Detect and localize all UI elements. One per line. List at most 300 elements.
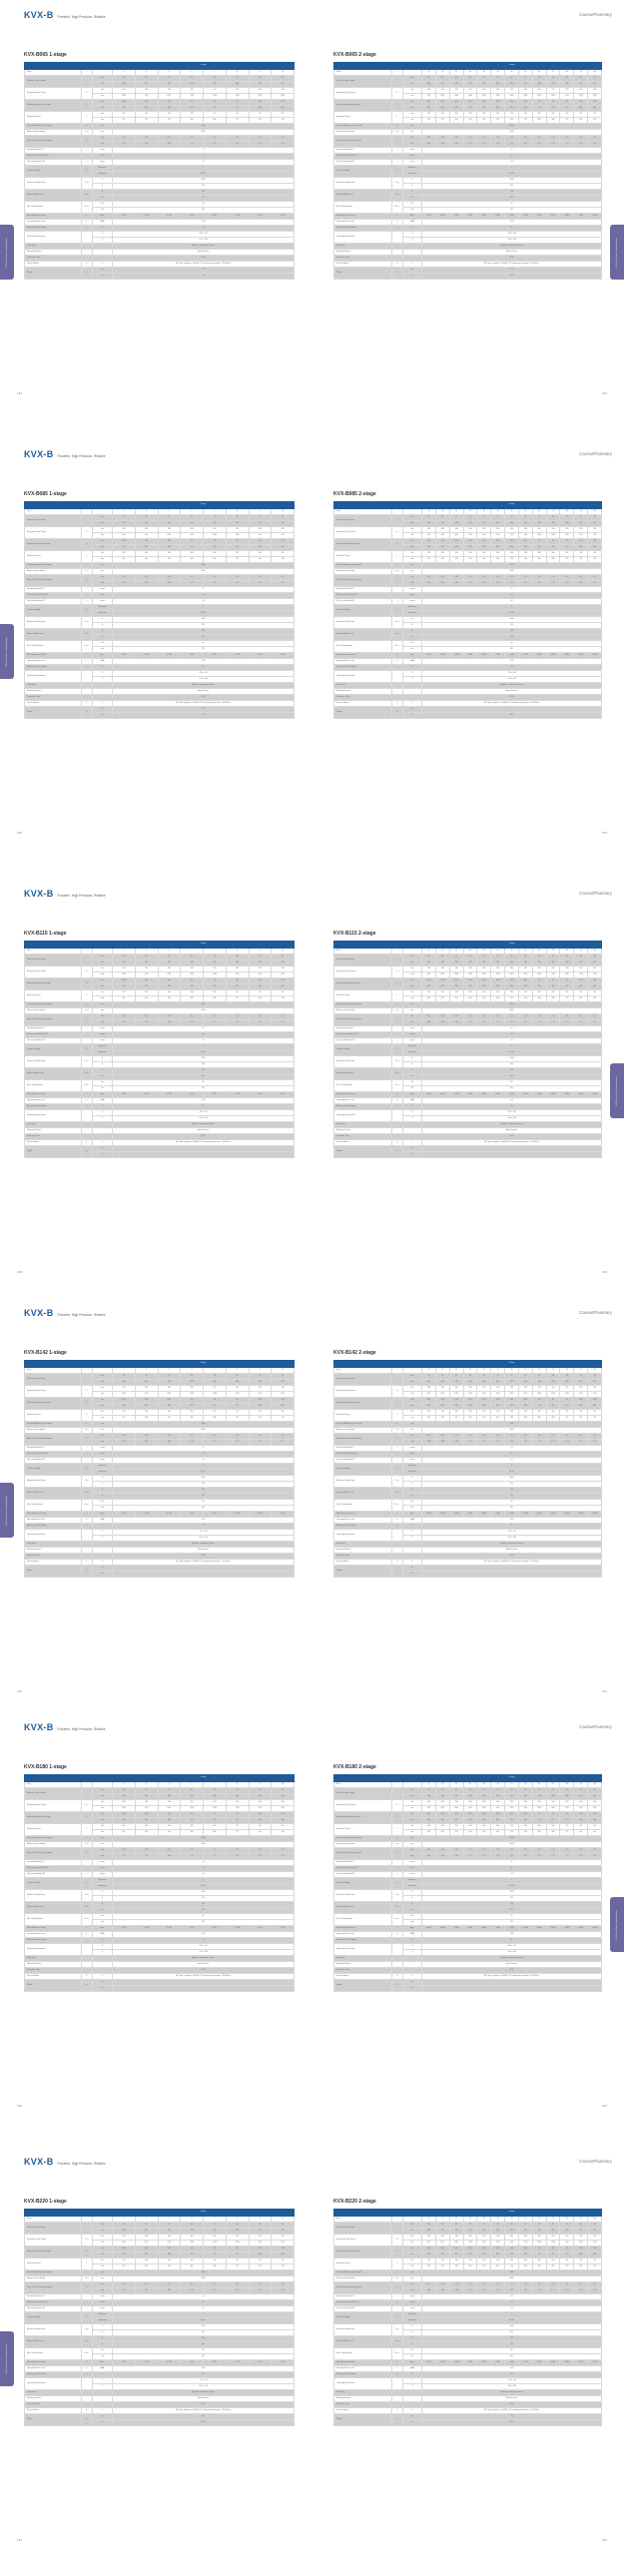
row-unit: kgcm² (403, 213, 422, 219)
row-symbol: m (392, 267, 403, 279)
value-cell: 41 (249, 2222, 272, 2228)
row-symbol: i (392, 1367, 403, 1373)
value-cell: 113 (422, 1823, 436, 1829)
row-unit: lb (403, 1895, 422, 1901)
value-cell: 57 (449, 954, 463, 960)
row-label: Emergency Stop Torque (25, 966, 82, 977)
value-cell: 797 (560, 1415, 574, 1421)
value-cell: 56 (422, 1787, 436, 1793)
weight-lb-cell (422, 1571, 602, 1577)
row-symbol: i (82, 1367, 93, 1373)
value-cell: 0.130 (249, 2359, 272, 2365)
value-cell: 0.2 (249, 1433, 272, 1439)
value-cell: 42 (588, 954, 602, 960)
row-unit: lb (403, 2341, 422, 2347)
value-cell: 180 (449, 87, 463, 93)
value-cell: 398 (226, 520, 249, 526)
row-symbol: n₁ (392, 1001, 403, 1007)
value-cell: 885 (181, 2263, 204, 2269)
value-cell: 1.77 (518, 1853, 532, 1859)
value-cell: 100 (546, 989, 560, 995)
value-cell: 1113 (588, 532, 602, 538)
value-cell: 93.6 (491, 538, 505, 544)
row-symbol (82, 231, 93, 243)
value-cell: 829 (422, 544, 436, 550)
value-cell: 0.25 (113, 1847, 136, 1853)
merged-value-cell: Synthetic Lubrication Grease (422, 2389, 602, 2395)
row-label: Mass Moment of Inertia (25, 213, 82, 219)
row-label: Mounting Position (334, 1547, 392, 1553)
value-cell: 1561 (435, 1805, 449, 1811)
value-cell: 0.2 (272, 1013, 295, 1019)
row-unit: lb (403, 712, 422, 718)
merged-value-cell: 1000 (113, 1055, 295, 1061)
row-unit: Nm (93, 977, 113, 983)
merged-value-cell: Any Direction (113, 688, 295, 694)
merged-value-cell: ≤5 (422, 1451, 602, 1457)
value-cell: 1328 (532, 532, 546, 538)
row-label: Emergency Stop Torque (25, 526, 82, 538)
value-cell: 0.064 (560, 1925, 574, 1931)
value-cell: 1.86 (158, 2287, 181, 2293)
value-cell: 1328 (204, 2240, 227, 2246)
value-cell: 0.064 (505, 1925, 519, 1931)
value-cell: 920 (449, 556, 463, 562)
value-cell: 2.21 (135, 141, 158, 147)
value-cell: 45 (560, 514, 574, 520)
value-cell: 90 (181, 977, 204, 983)
row-label: Ultra Low Backlash P0 (334, 1871, 392, 1877)
value-cell: 180 (435, 87, 449, 93)
merged-value-cell: 7 (113, 165, 295, 171)
row-symbol: j (82, 1457, 93, 1463)
merged-value-cell: Synthetic Lubrication Grease (422, 1121, 602, 1127)
value-cell: 90 (546, 2246, 560, 2252)
row-unit: in.lb (403, 117, 422, 123)
value-cell: 51 (518, 954, 532, 960)
value-cell: 372 (574, 520, 588, 526)
row-symbol: M₂ₖₘₐₓ (82, 1079, 93, 1091)
value-cell: 1.77 (463, 2287, 477, 2293)
row-symbol: F₂ₐₘₐₓ (82, 628, 93, 640)
value-cell: 920 (158, 1829, 181, 1835)
value-cell: 829 (491, 983, 505, 989)
row-unit: N (403, 1475, 422, 1481)
row-label: Ratio (25, 69, 82, 75)
row-unit: Nm (93, 2347, 113, 2353)
row-unit: °C (93, 1529, 113, 1535)
value-cell: 885 (181, 117, 204, 123)
value-cell: 130 (272, 2234, 295, 2240)
row-unit: lb (93, 1571, 113, 1577)
value-cell: 1561 (491, 1391, 505, 1397)
row-unit: arcmin (93, 1031, 113, 1037)
row-unit: in.lb (93, 1019, 113, 1025)
row-label: Mean No Load Running Torque (25, 1013, 82, 1025)
value-cell: 1.77 (560, 580, 574, 586)
row-unit: arcmin (93, 1859, 113, 1865)
value-cell: 433 (181, 960, 204, 966)
value-cell: 0.2 (226, 2281, 249, 2287)
row-symbol: n₁ (82, 1835, 93, 1841)
value-cell: 1.77 (204, 1019, 227, 1025)
value-cell: 1328 (181, 532, 204, 538)
value-cell: 744 (588, 1415, 602, 1421)
value-cell: 0.130 (135, 2359, 158, 2365)
merged-value-cell: 1000 (113, 177, 295, 183)
value-cell: 135 (226, 1799, 249, 1805)
row-label: Maximum Axial Load (334, 1067, 392, 1079)
row-unit: in.lb (403, 2252, 422, 2257)
value-cell: 1561 (518, 2240, 532, 2246)
value-cell: 830 (158, 983, 181, 989)
value-cell: 0.2 (249, 135, 272, 141)
stage-header: 2-stage (422, 63, 602, 70)
row-unit: arcmin (403, 1037, 422, 1043)
merged-value-cell: 1000 (113, 616, 295, 622)
value-cell: 100 (532, 111, 546, 117)
value-cell: 1561 (491, 532, 505, 538)
value-cell: 885 (204, 1415, 227, 1421)
row-label: Lubrication (334, 682, 392, 688)
value-cell: 93.6 (422, 1397, 436, 1403)
value-cell: 0.130 (204, 2359, 227, 2365)
value-cell: 104 (518, 1409, 532, 1415)
value-cell: 2.21 (135, 1439, 158, 1445)
row-label: Service lifetime (25, 1973, 82, 1979)
ratio-cell: 30 (463, 1367, 477, 1373)
merged-value-cell: 9000 (113, 568, 295, 574)
merged-value-cell: 7 (422, 2311, 602, 2317)
merged-value-cell: 95 (113, 1937, 295, 1943)
spec-table-2-stage (333, 501, 602, 719)
value-cell: 104 (505, 111, 519, 117)
row-symbol: j (82, 586, 93, 592)
value-cell: 84 (588, 111, 602, 117)
row-unit: kgcm² (403, 1925, 422, 1931)
value-cell: 93.6 (518, 99, 532, 105)
merged-value-cell: S5 Cycle Operation: >30,000 | S1 Continuous Operation: >15,000 hrs (422, 700, 602, 706)
value-cell: 70.8 (249, 1811, 272, 1817)
value-cell: 0.064 (491, 1925, 505, 1931)
value-cell: 90 (546, 1397, 560, 1403)
value-cell: 1.86 (449, 2287, 463, 2293)
merged-value-cell: 531 (422, 1919, 602, 1925)
value-cell: 180 (518, 1799, 532, 1805)
value-cell: 160 (181, 87, 204, 93)
value-cell: 717 (560, 1403, 574, 1409)
value-cell: 1195 (560, 93, 574, 99)
value-cell: 829 (518, 2252, 532, 2257)
value-cell: 920 (449, 995, 463, 1001)
row-label: Weight (334, 1979, 392, 1991)
value-cell: 433 (435, 2228, 449, 2234)
value-cell: 42 (272, 1373, 295, 1379)
row-unit: in.lb (93, 207, 113, 213)
value-cell: 829 (422, 1817, 436, 1823)
row-unit: in.lb (403, 960, 422, 966)
value-cell: 0.2 (588, 135, 602, 141)
value-cell: 1.77 (574, 141, 588, 147)
row-symbol: M₂ₖₘₐₓ (392, 1499, 403, 1511)
page-number-right: 155 (601, 391, 607, 395)
value-cell: 0.2 (204, 135, 227, 141)
row-symbol: F₂ₐₘₐₓ (82, 2335, 93, 2347)
row-symbol: T₀₁ (82, 574, 93, 586)
value-cell: 104 (435, 1409, 449, 1415)
ratio-cell: 80 (560, 508, 574, 514)
row-unit: N (93, 616, 113, 622)
row-unit: h (93, 2407, 113, 2413)
section-side-tab (610, 1897, 624, 1952)
ratio-cell: 100 (588, 508, 602, 514)
value-cell: 433 (505, 1793, 519, 1799)
row-unit: Nm (403, 1373, 422, 1379)
merged-value-cell: -25 to +90 (113, 1529, 295, 1535)
row-symbol: T₂ᵦ (82, 538, 93, 550)
ratio-cell: 50 (518, 2216, 532, 2222)
ratio-cell: 50 (518, 508, 532, 514)
value-cell: 0.2 (272, 2281, 295, 2287)
value-cell: 0.064 (532, 2359, 546, 2365)
row-unit: in.lb (93, 971, 113, 977)
merged-value-cell: 1000 (422, 177, 602, 183)
merged-value-cell: -25 to +90 (422, 1109, 602, 1115)
value-cell: 180 (135, 1799, 158, 1805)
value-cell: 45 (560, 954, 574, 960)
ratio-cell: 3 (113, 2216, 136, 2222)
row-label: Permitted Average Input Speed (25, 123, 82, 129)
row-symbol: F₂ᵣₘₐₓ (82, 177, 93, 189)
row-label: Torsional Rigidity (25, 1877, 82, 1889)
value-cell: 42 (272, 1787, 295, 1793)
value-cell: 1561 (505, 1391, 519, 1397)
ratio-cell: 3 (113, 69, 136, 75)
row-label: Reduced Low Backlash P0 (25, 1865, 82, 1871)
stage-header: 2-stage (422, 942, 602, 949)
row-label: Protection Class (334, 1133, 392, 1139)
row-unit: h (93, 1973, 113, 1979)
value-cell: 93.6 (505, 1397, 519, 1403)
value-cell: 1561 (518, 1391, 532, 1397)
value-cell: 902 (113, 544, 136, 550)
row-label: Maximum Axial Load (25, 2335, 82, 2347)
value-cell: 93.6 (518, 1811, 532, 1817)
merged-value-cell: Any Direction (422, 1127, 602, 1133)
row-label: Mean No Load Running Torque (25, 1433, 82, 1445)
ratio-cell: 9 (249, 2216, 272, 2222)
value-cell: 0.25 (135, 2281, 158, 2287)
value-cell: 130 (574, 526, 588, 532)
value-cell: 180 (491, 1385, 505, 1391)
row-symbol: T₂ᵦ (392, 977, 403, 989)
row-unit: °C (93, 1109, 113, 1115)
row-symbol: J₁ (82, 2359, 93, 2365)
section-side-tab (0, 225, 14, 280)
value-cell: 180 (477, 1385, 491, 1391)
row-symbol: Lₕ (82, 261, 93, 267)
value-cell: 104 (463, 2257, 477, 2263)
value-cell: 1561 (435, 2240, 449, 2246)
row-unit: kgcm² (403, 1511, 422, 1517)
row-label: Service lifetime (334, 1559, 392, 1565)
row-symbol: n₁ₘₐₓ (392, 568, 403, 574)
row-unit: h (403, 261, 422, 267)
value-cell: 104 (491, 1823, 505, 1829)
stage-header: 1-stage (113, 63, 295, 70)
stage-header: 1-stage (113, 1775, 295, 1782)
row-label: Maximum Input Speed (25, 1841, 82, 1847)
value-cell: 1561 (491, 1805, 505, 1811)
value-cell: 84 (249, 111, 272, 117)
row-label: Maximum Axial Load (334, 2335, 392, 2347)
row-unit: in.lb (93, 556, 113, 562)
row-unit: N (93, 1475, 113, 1481)
row-unit: kg (403, 706, 422, 712)
row-symbol: i (392, 69, 403, 75)
value-cell: 1561 (491, 971, 505, 977)
value-cell: 433 (491, 520, 505, 526)
value-cell: 829 (435, 105, 449, 111)
value-cell: 130 (249, 87, 272, 93)
row-symbol: n₁ (82, 562, 93, 568)
value-cell: 1.77 (588, 1853, 602, 1859)
row-unit: in.lb/arcmin (93, 171, 113, 177)
value-cell: 70.8 (249, 538, 272, 544)
value-cell: 920 (477, 556, 491, 562)
merged-value-cell: S5 Cycle Operation: >30,000 | S1 Continuous Operation: >15,000 hrs (422, 261, 602, 267)
ratio-cell: 25 (449, 1781, 463, 1787)
value-cell: 669 (574, 1817, 588, 1823)
value-cell: 135 (560, 2234, 574, 2240)
value-cell: 50 (546, 954, 560, 960)
value-cell: 1.86 (422, 1019, 436, 1025)
merged-value-cell: 61.95 (113, 1883, 295, 1889)
value-cell: 51 (491, 954, 505, 960)
value-cell: 496 (113, 520, 136, 526)
value-cell: 797 (226, 995, 249, 1001)
row-unit: h (93, 700, 113, 706)
value-cell: 0.2 (546, 135, 560, 141)
value-cell: 1328 (204, 93, 227, 99)
value-cell: 81 (560, 538, 574, 544)
value-cell: 150 (546, 2234, 560, 2240)
row-unit: in.lb/arcmin (93, 2317, 113, 2323)
value-cell: 104 (463, 989, 477, 995)
value-cell: 113 (113, 550, 136, 556)
value-cell: 180 (158, 87, 181, 93)
row-label: Protection Class (25, 694, 82, 700)
row-label: Maximum Acceleration Torque (25, 538, 82, 550)
merged-value-cell: ≤7 (113, 586, 295, 592)
value-cell: 57 (158, 954, 181, 960)
value-cell: 1561 (505, 1805, 519, 1811)
value-cell: 0.064 (588, 2359, 602, 2365)
row-unit: in.lb (403, 532, 422, 538)
value-cell: 93.6 (518, 2246, 532, 2252)
row-symbol: m (392, 2413, 403, 2425)
row-label: Standard Backlash P1 (334, 1025, 392, 1031)
row-label: Operating Temperature (334, 1109, 392, 1121)
ratio-cell: 35 (477, 1781, 491, 1787)
row-unit: in.lb/arcmin (403, 1883, 422, 1889)
row-symbol: M₂ₖₘₐₓ (392, 1079, 403, 1091)
value-cell: 70 (204, 1373, 227, 1379)
value-cell: 1.77 (226, 1853, 249, 1859)
value-cell: 104 (158, 989, 181, 995)
value-cell: 104 (435, 111, 449, 117)
value-cell: 93.6 (449, 538, 463, 544)
value-cell: 93.6 (449, 2246, 463, 2252)
row-unit: kgcm² (403, 2359, 422, 2365)
row-label: Service lifetime (334, 261, 392, 267)
value-cell: 1113 (574, 1805, 588, 1811)
value-cell: 830 (158, 105, 181, 111)
value-cell: 57 (449, 514, 463, 520)
row-unit: N (403, 1067, 422, 1073)
row-unit: in.lb (403, 520, 422, 526)
row-label: Service lifetime (25, 261, 82, 267)
value-cell: 1597 (135, 971, 158, 977)
row-unit: °F (403, 237, 422, 243)
row-symbol: C₂₁ (392, 1877, 403, 1889)
row-unit: lb (403, 1481, 422, 1487)
row-label: Mass Moment of Inertia (334, 1091, 392, 1097)
row-label: Standard Backlash P1 (334, 2293, 392, 2299)
value-cell: 0.130 (272, 1925, 295, 1931)
value-cell: 443 (204, 2228, 227, 2234)
row-unit: N (93, 177, 113, 183)
row-symbol: T₂ (392, 1823, 403, 1835)
row-symbol: F₂ᵣₘₐₓ (82, 1055, 93, 1067)
row-label: Ultra Low Backlash P0 (334, 598, 392, 604)
row-label: Operating Temperature (25, 1529, 82, 1541)
value-cell: 0.130 (181, 213, 204, 219)
ratio-cell: 8 (226, 1367, 249, 1373)
row-label: Maximum Radial Load (25, 177, 82, 189)
value-cell: 433 (477, 81, 491, 87)
value-cell: 150 (204, 87, 227, 93)
row-label: Operating Temperature (25, 670, 82, 682)
value-cell: 991 (113, 1829, 136, 1835)
row-unit: rpm (93, 1007, 113, 1013)
value-cell: 180 (422, 966, 436, 971)
row-symbol: j (82, 1031, 93, 1037)
row-symbol: j (392, 1451, 403, 1457)
value-cell: 100 (546, 1409, 560, 1415)
row-label: Mounting Position (25, 1961, 82, 1967)
value-cell: 797 (532, 1817, 546, 1823)
value-cell: 42 (574, 514, 588, 520)
row-symbol: F₂ᵣₘₐₓ (392, 1055, 403, 1067)
row-symbol: Lₕ (392, 700, 403, 706)
row-unit: °F (403, 676, 422, 682)
value-cell: 1597 (422, 2240, 436, 2246)
value-cell: 113 (113, 2257, 136, 2263)
value-cell: 920 (135, 556, 158, 562)
row-label: Torsional Rigidity (25, 2311, 82, 2323)
row-symbol: M₂ₖₘₐₓ (82, 2347, 93, 2359)
value-cell: 41 (249, 1787, 272, 1793)
row-label: Mass Moment of Inertia (334, 1925, 392, 1931)
value-cell: 56 (113, 1787, 136, 1793)
row-unit: in.lb (93, 983, 113, 989)
page-title-1-stage: KVX-B085 1-stage (24, 491, 67, 497)
merged-value-cell: ≤5 (113, 592, 295, 598)
value-cell: 100 (546, 550, 560, 556)
value-cell: 0.130 (135, 1925, 158, 1931)
value-cell: 549 (135, 81, 158, 87)
